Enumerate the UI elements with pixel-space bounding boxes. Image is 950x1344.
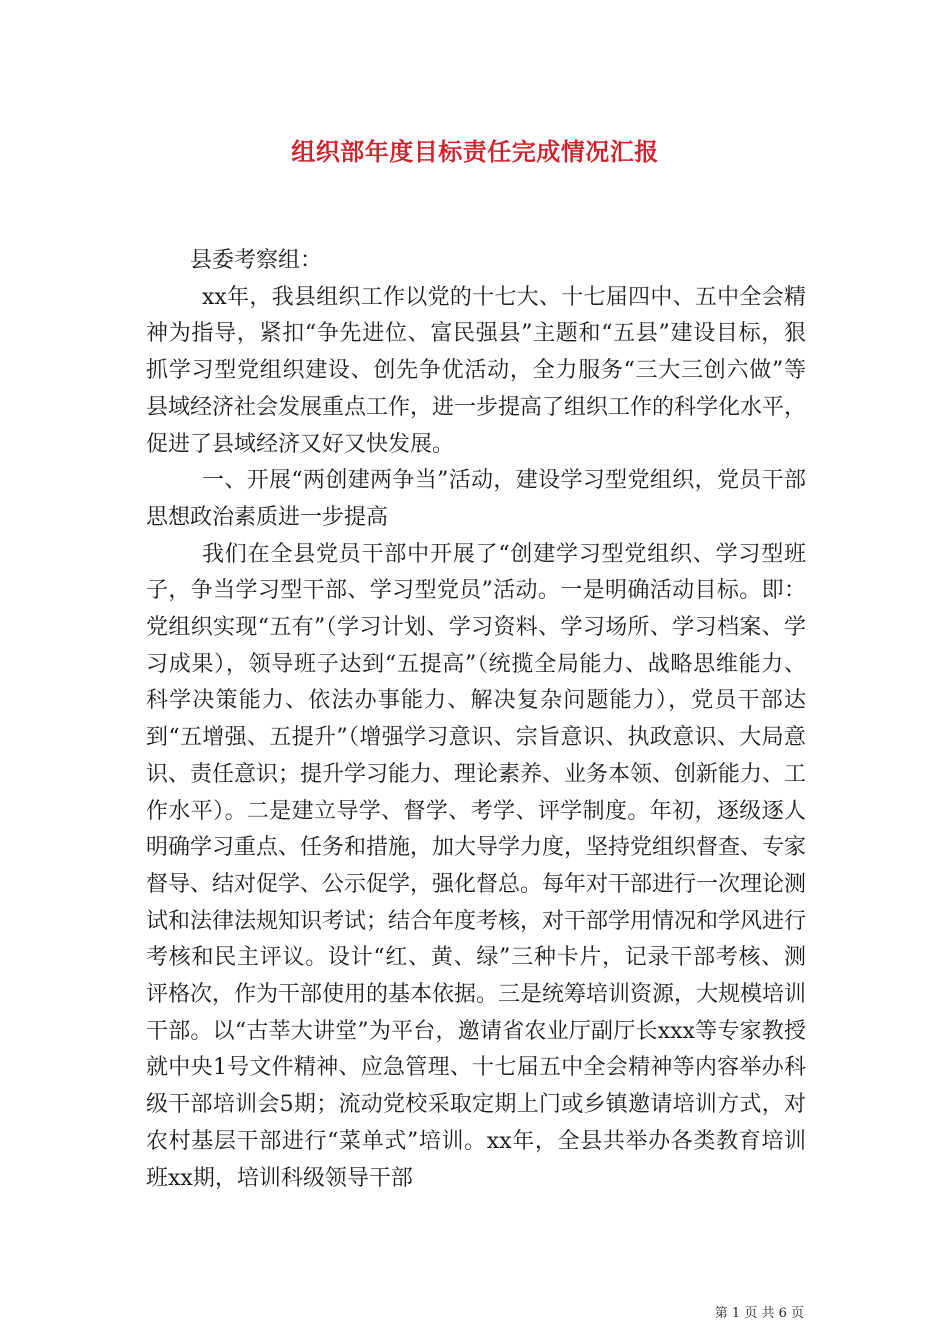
section-1-paragraph: 我们在全县党员干部中开展了“创建学习型党组织、学习型班子，争当学习型干部、学习型党员”活动。一是明确活动目标。即：党组织实现“五有”（学习计划、学习资料、学习场所、学习档案、学习成果），领导班子达到“五提高”（统揽全局能力、战略思维能力、科学决策能力、依法办事能力、解决复杂问题能力），党员干部达到“五增强、五提升”（增强学习意识、宗旨意识、执政意识、大局意识、责任意识；提升学习能力、理论素养、业务本领、创新能力、工作水平）。二是建立导学、督学、考学、评学制度。年初，逐级逐人明确学习重点、任务和措施，加大导学力度，坚持党组织督查、专家督导、结对促学、公示促学，强化督总。每年对干部进行一次理论测试和法律法规知识考试；结合年度考核，对干部学用情况和学风进行考核和民主评议。设计“红、黄、绿”三种卡片，记录干部考核、测评格次，作为干部使用的基本依据。三是统筹培训资源，大规模培训干部。以“古莘大讲堂”为平台，邀请省农业厅副厅长xxx等专家教授就中央1号文件精神、应急管理、十七届五中全会精神等内容举办科级干部培训会5期；流动党校采取定期上门或乡镇邀请培训方式，对农村基层干部进行“菜单式”培训。xx年，全县共举办各类教育培训班xx期，培训科级领导干部 — [146, 541, 807, 1191]
page-number: 第 1 页 共 6 页 — [714, 1306, 804, 1321]
document-title: 组织部年度目标责任完成情况汇报 — [291, 137, 659, 166]
section-1-heading: 一、开展“两创建两争当”活动，建设学习型党组织，党员干部思想政治素质进一步提高 — [146, 468, 806, 530]
document-body — [146, 243, 806, 1197]
intro-paragraph: xx年，我县组织工作以党的十七大、十七届四中、五中全会精神为指导，紧扣“争先进位、富民强县”主题和“五县”建设目标，狠抓学习型党组织建设、创先争优活动，全力服务“三大三创六做”等县域经济社会发展重点工作，进一步提高了组织工作的科学化水平，促进了县域经济又好又快发展。 — [146, 284, 807, 457]
salutation: 县委考察组： — [190, 248, 323, 273]
